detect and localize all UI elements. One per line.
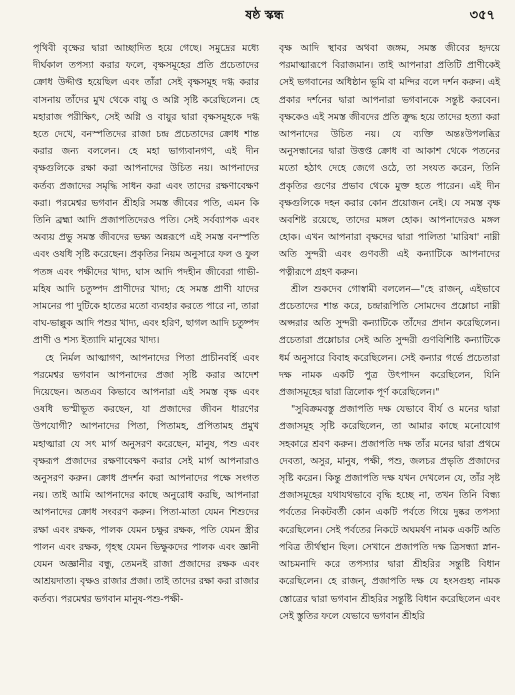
paragraph: বৃক্ষ আদি স্থাবর অথবা জঙ্গম, সমস্ত জীবের হৃদয়ে পরমাত্মারূপে বিরাজমান। তাই আপনারা প্রতিটি প্রাণীকেই সেই ভগবানের অধিষ্ঠান ভূমি বা মন্দির বলে দর্শন করুন। এই প্রকার দর্শনের দ্বারা আপনারা ভগবানকে সন্তুষ্ট করবেন। বৃক্ষকেও এই সমস্ত জীবদের প্রতি ক্রুদ্ধ হয়ে তাদের হত্যা করা আপনাদের উচিত নয়। যে ব্যক্তি অন্তঃউপলব্ধির অনুসন্ধানের দ্বারা উত্তপ্ত ক্রোধ বা আকাশ থেকে পতনের মতো হঠাৎ দেহে জেগে ওঠে, তা সংযত করেন, তিনি প্রকৃতির গুণের প্রভাব থেকে মুক্ত হতে পারেন। এই দীন বৃক্ষগুলিকে দহন করার কোন প্রয়োজন নেই। যে সমস্ত বৃক্ষ অবশিষ্ট রয়েছে, তাদের মঙ্গল হোক। আপনাদেরও মঙ্গল হোক। এখন আপনারা বৃক্ষদের দ্বারা পালিতা 'মারিষা' নাম্নী অতি সুন্দরী এবং গুণবতী এই কন্যাটিকে আপনাদের পত্নীরূপে গ্রহণ করুন। — [279, 43, 500, 278]
chapter-title: ষষ্ঠ স্কন্ধ — [245, 7, 284, 22]
paragraph: হে নির্মল আত্মাগণ, আপনাদের পিতা প্রাচীনবর্হি এবং পরমেশ্বর ভগবান আপনাদের প্রজা সৃষ্টি করার আদেশ দিয়েছেন। অতএব কিভাবে আপনারা এই সমস্ত বৃক্ষ এবং ওষধি ভস্মীভূত করছেন, যা প্রজাদের জীবন ধারণের উপযোগী? আপনাদের পিতা, পিতামহ, প্রপিতামহ প্রমুখ মহাত্মারা যে সৎ মার্গ অনুসরণ করেছেন, মানুষ, পশু এবং বৃক্ষরূপ প্রজাদের রক্ষণাবেক্ষণ করার সেই মার্গ আপনারাও অনুসরণ করুন। ক্রোধ প্রদর্শন করা আপনাদের পক্ষে সংগত নয়। তাই আমি আপনাদের কাছে অনুরোধ করছি, আপনারা আপনাদের ক্রোধ সংবরণ করুন। পিতা-মাতা যেমন শিশুদের রক্ষা এবং রক্ষক, পালক যেমন চক্ষুর রক্ষক, পতি যেমন স্ত্রীর পালন এবং রক্ষক, গৃহস্থ যেমন ভিক্ষুকদের পালক এবং জ্ঞানী যেমন অজ্ঞানীর বন্ধু, তেমনই রাজা প্রজাদের রক্ষক এবং আশ্রয়দাতা। বৃক্ষও রাজার প্রজা। তাই তাদের রক্ষা করা রাজার কর্তব্য। পরমেশ্বর ভগবান মানুষ-পশু-পক্ষী- — [33, 352, 259, 605]
left-column — [33, 40, 259, 608]
paragraph: শ্রীল শুকদেব গোস্বামী বললেন—"হে রাজন্, এইভাবে প্রচেতাদের শান্ত করে, চন্দ্রারূপিতি সোমদেব প্রম্লোচা নাম্নী অপ্সরার অতি সুন্দরী কন্যাটিকে তাঁদের প্রদান করেছিলেন। প্রচেতারা প্রম্লোচার সেই অতি সুন্দরী গুণবিশিষ্টি কন্যাটিকে ধর্ম অনুসারে বিবাহ করেছিলেন। সেই কন্যার গর্ভে প্রচেতারা দক্ষ নামক একটি পুত্র উৎপাদন করেছিলেন, যিনি প্রজাসমূহের দ্বারা ত্রিলোক পূর্ণ করেছিলেন।" — [279, 283, 500, 399]
paragraph: পৃথিবী বৃক্ষের দ্বারা আচ্ছাদিত হয়ে গেছে। সমুদ্রের মধ্যে দীর্ঘকাল তপস্যা করার ফলে, বৃক্ষসমূহের প্রতি প্রচেতাদের ক্রোধ উদ্দীপ্ত হয়েছিল এবং তাঁরা সেই বৃক্ষসমূহ দগ্ধ করার বাসনায় তাঁদের মুখ থেকে বায়ু ও অগ্নি সৃষ্টি করেছিলেন। হে মহারাজ পরীক্ষিৎ, সেই অগ্নি ও বায়ুর দ্বারা বৃক্ষসমূহকে দগ্ধ হতে দেখে, বনস্পতিদের রাজা চন্দ্র প্রচেতাদের ক্রোধ শান্ত করার জন্য বললেন। হে মহা ভাগ্যবানগণ, এই দীন বৃক্ষগুলিকে রক্ষা করা আপনাদের উচিত নয়। আপনাদের কর্তব্য প্রজাদের সমৃদ্ধি সাধন করা এবং তাদের রক্ষণাবেক্ষণ করা। পরমেশ্বর ভগবান শ্রীহরি সমস্ত জীবের পতি, এমন কি তিনি ব্রহ্মা আদি প্রজাপতিদেরও পতি। সেই সর্বব্যাপক এবং অব্যয় প্রভু সমস্ত জীবদের ভক্ষ্য অন্নরূপে এই সমস্ত বনস্পতি এবং ওষধি সৃষ্টি করেছেন। প্রকৃতির নিয়ম অনুসারে ফল ও ফুল পতঙ্গ এবং পক্ষীদের খাদ্য, ঘাস আদি পদহীন জীবেরা গাভী-মহিষ আদি চতুষ্পদ প্রাণীদের খাদ্য; হে সমস্ত প্রাণী যাদের সামনের পা দুটিকে হাতের মতো ব্যবহার করতে পারে না, তারা বাঘ-ভাল্লুক আদি পশুর খাদ্য, এবং হরিণ, ছাগল আদি চতুষ্পদ প্রাণী ও শস্য ইত্যাদি মানুষের খাদ্য। — [33, 43, 259, 347]
page-header — [34, 4, 495, 26]
right-column — [279, 40, 500, 625]
page-number: ৩৫৭ — [469, 8, 495, 23]
paragraph: "সুবিক্রমবস্তু প্রজাপতি দক্ষ যেভাবে বীর্য ও মনের দ্বারা প্রজাসমূহ সৃষ্টি করেছিলেন, তা আমার কাছে মনোযোগ সহকারে শ্রবণ করুন। প্রজাপতি দক্ষ তাঁর মনের দ্বারা প্রথমে দেবতা, অসুর, মানুষ, পক্ষী, পশু, জলচর প্রভৃতি প্রজাদের সৃষ্টি করেন। কিন্তু প্রজাপতি দক্ষ যখন দেখলেন যে, তাঁর সৃষ্ট প্রজাসমূহের যথাযথভাবে বৃদ্ধি হচ্ছে না, তখন তিনি বিন্ধ্য পর্বতের নিকটবর্তী কোন একটি পর্বতে গিয়ে দুষ্কর তপস্যা করেছিলেন। সেই পর্বতের নিকটে অঘমর্ষণ নামক একটি অতি পবিত্র তীর্থস্থান ছিল। সেখানে প্রজাপতি দক্ষ ত্রিসন্ধ্যা স্নান-আচমনাদি করে তপস্যার দ্বারা শ্রীহরির সন্তুষ্টি বিধান করেছিলেন। হে রাজন্, প্রজাপতি দক্ষ যে হংসগুহ্য নামক স্তোত্রের দ্বারা ভগবান শ্রীহরির সন্তুষ্টি বিধান করেছিলেন এবং সেই স্তুতির ফলে যেভাবে ভগবান শ্রীহরি — [279, 404, 500, 622]
